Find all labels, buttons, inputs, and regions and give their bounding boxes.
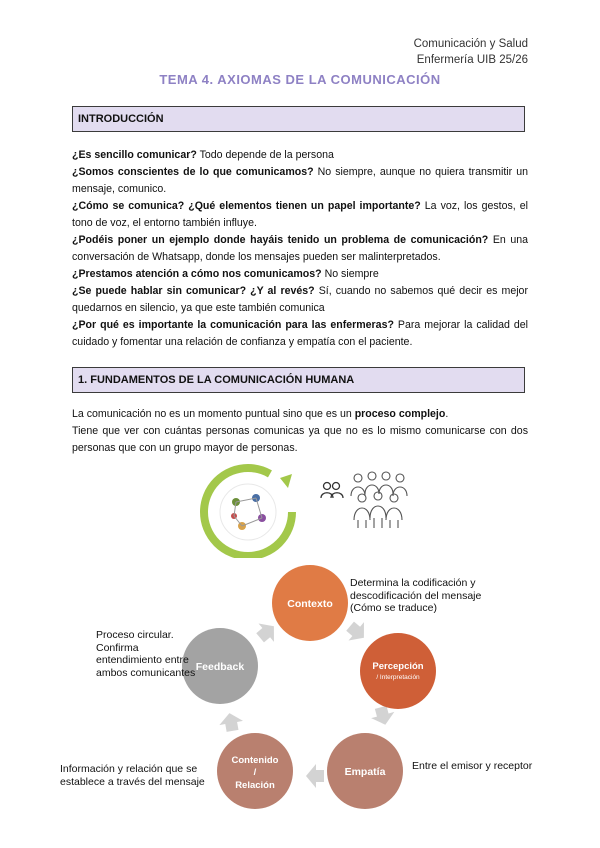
course-name: Comunicación y Salud — [413, 38, 528, 50]
program-name: Enfermería UIB 25/26 — [416, 54, 528, 66]
qa-answer: Sí, cuando no sabemos qué decir es mejor quedarnos en silencio, ya que este también comunica — [72, 285, 528, 314]
node-percepcion-label: Percepción — [372, 661, 424, 672]
cycle-arrow-head — [280, 474, 292, 488]
communication-cycle-illustration — [196, 464, 300, 558]
node-relacion-label: Relación — [235, 780, 275, 791]
qa-item — [72, 317, 528, 351]
qa-item — [72, 232, 528, 266]
note-feedback: Proceso circular. Confirma entendimiento entre ambos comunicantes — [96, 629, 196, 679]
cycle-center — [220, 484, 276, 540]
page-header — [414, 36, 528, 68]
section1-paragraph: Tiene que ver con cuántas personas comunicas ya que no es lo mismo comunicarse con dos personas que con un grupo mayor de personas. — [72, 425, 528, 454]
qa-item — [72, 283, 528, 317]
qa-item — [72, 147, 528, 164]
section1-body — [72, 406, 528, 457]
qa-question: ¿Es sencillo comunicar? — [72, 149, 197, 161]
arrow-empatia-to-contenido — [306, 764, 324, 788]
intro-qa-list — [72, 147, 528, 351]
arrow-contexto-to-percepcion — [342, 617, 371, 647]
node-contexto-label: Contexto — [287, 598, 333, 610]
node-contenido-label: Contenido — [231, 755, 279, 766]
qa-question: ¿Somos conscientes de lo que comunicamos? — [72, 166, 314, 178]
qa-item — [72, 164, 528, 198]
note-contexto: Determina la codificación y descodificación del mensaje (Cómo se traduce) — [350, 577, 482, 614]
qa-answer: La voz, los gestos, el tono de voz, el entorno también influye. — [72, 200, 528, 229]
qa-answer: Todo depende de la persona — [199, 149, 334, 161]
section1-heading: 1. FUNDAMENTOS DE LA COMUNICACIÓN HUMANA — [72, 367, 525, 393]
qa-question: ¿Por qué es importante la comunicación para las enfermeras? — [72, 319, 394, 331]
qa-item — [72, 266, 528, 283]
node-feedback-label: Feedback — [195, 661, 245, 673]
node-contenido-separator: / — [253, 767, 257, 778]
qa-answer: En una conversación de Whatsapp, donde los mensajes pueden ser malinterpretados. — [72, 234, 528, 263]
section1-paragraph: La comunicación no es un momento puntual sino que es un proceso complejo. — [72, 408, 449, 420]
emphasis: proceso complejo — [354, 408, 446, 420]
group-of-people-icon — [348, 470, 412, 530]
node-percepcion-sublabel: / Interpretación — [376, 674, 420, 681]
qa-item — [72, 198, 528, 232]
qa-question: ¿Se puede hablar sin comunicar? ¿Y al revés? — [72, 285, 315, 297]
qa-question: ¿Podéis poner un ejemplo donde hayáis tenido un problema de comunicación? — [72, 234, 489, 246]
qa-question: ¿Prestamos atención a cómo nos comunicamos? — [72, 268, 322, 280]
note-empatia: Entre el emisor y receptor — [412, 760, 533, 772]
qa-answer: No siempre, aunque no quiera transmitir un mensaje, comunico. — [72, 166, 528, 195]
note-contenido: Información y relación que se establece a través del mensaje — [60, 763, 205, 788]
page-title: TEMA 4. AXIOMAS DE LA COMUNICACIÓN — [159, 72, 441, 87]
arrow-contenido-to-feedback — [218, 711, 245, 733]
node-empatia-label: Empatía — [344, 766, 386, 778]
qa-answer: Para mejorar la calidad del cuidado y fomentar una relación de confianza y empatía con el paciente. — [72, 319, 528, 348]
qa-question: ¿Cómo se comunica? ¿Qué elementos tienen un papel importante? — [72, 200, 421, 212]
intro-heading: INTRODUCCIÓN — [72, 106, 525, 132]
qa-answer: No siempre — [324, 268, 379, 280]
two-people-icon — [320, 480, 344, 500]
